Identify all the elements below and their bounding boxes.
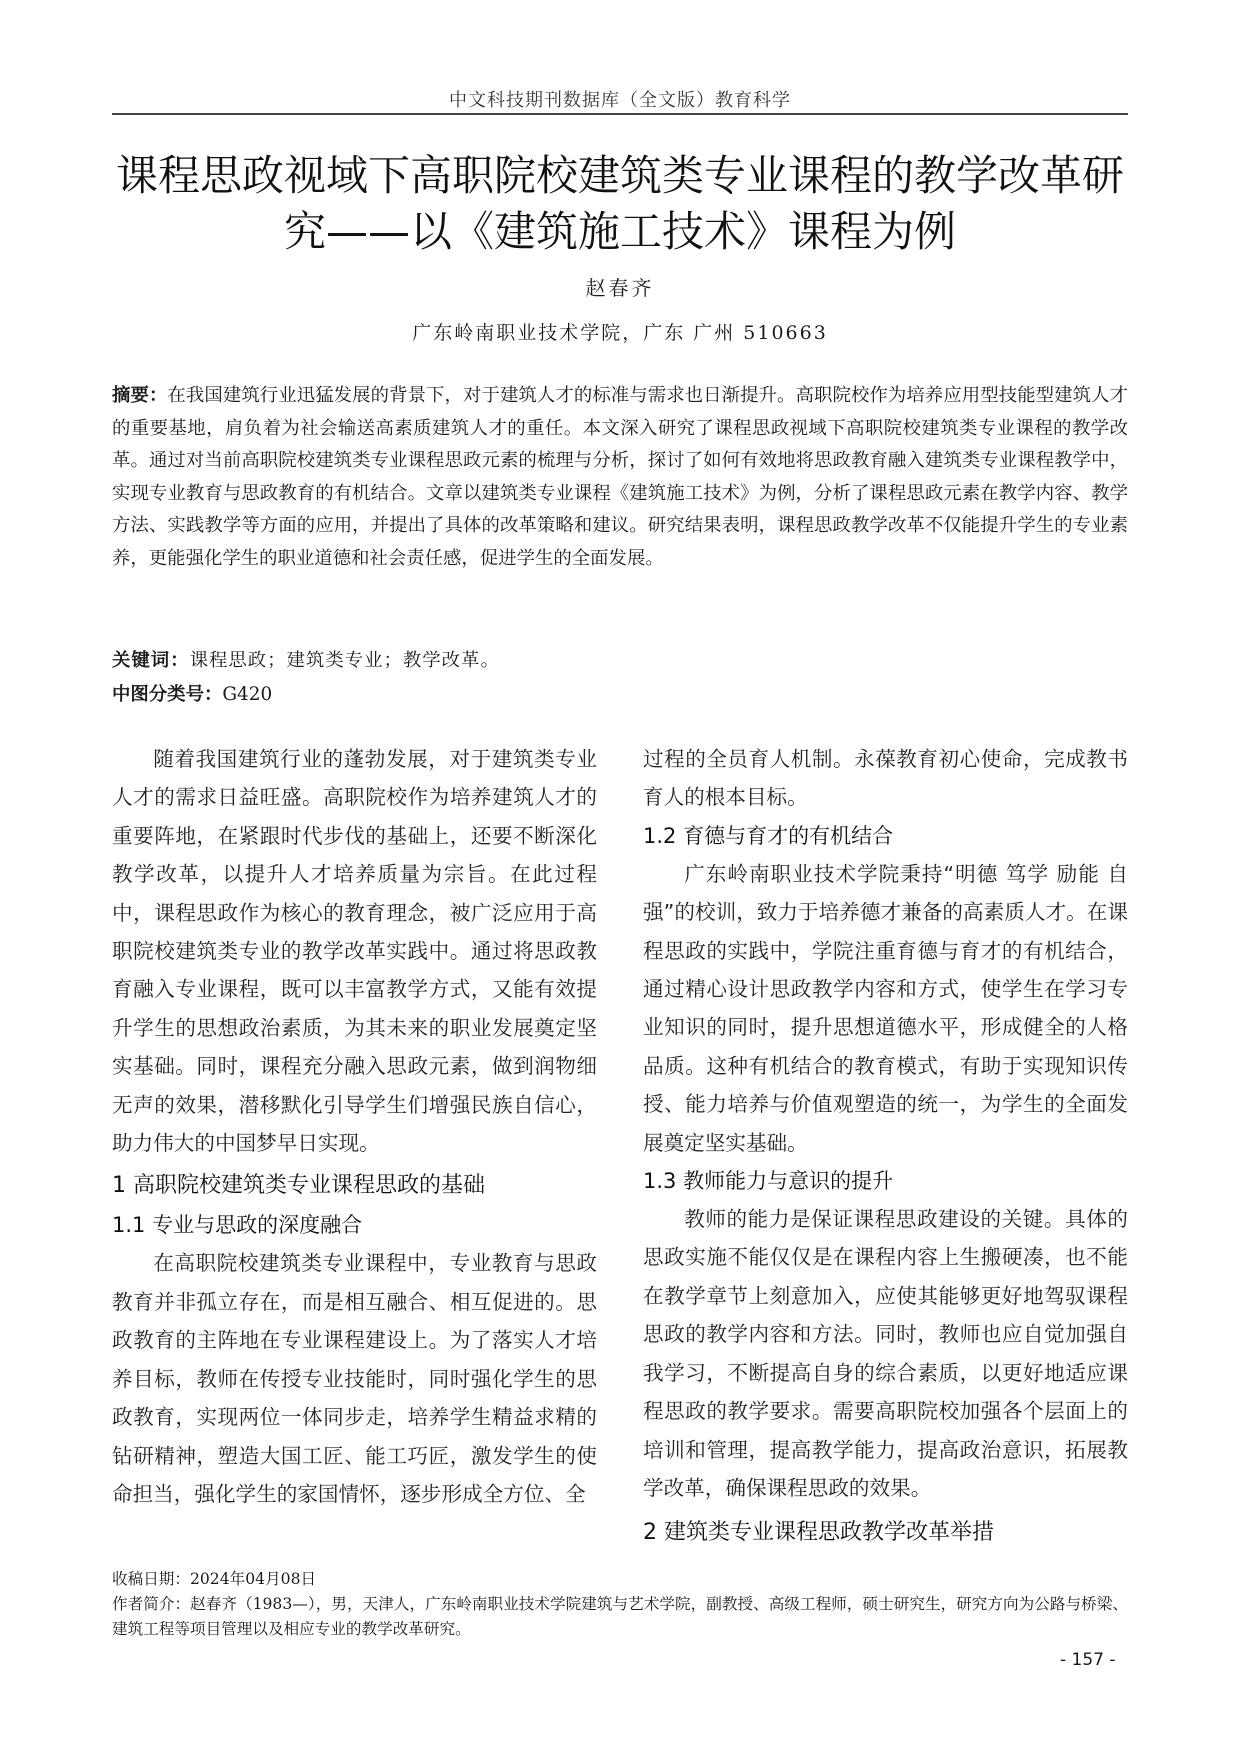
section-1-1-paragraph-continued: 过程的全员育人机制。永葆教育初心使命，完成教书育人的根本目标。 <box>643 747 1128 810</box>
received-date: 收稿日期：2024年04月08日 <box>112 1570 317 1588</box>
section-1-3-paragraph: 教师的能力是保证课程思政建设的关键。具体的思政实施不能仅仅是在课程内容上生搬硬凑，也不能在教学章节上刻意加入，应使其能够更好地驾驭课程思政的教学内容和方法。同时，教师也应自觉加强自我学习，不断提高自身的综合素质，以更好地适应课程思政的教学要求。需要高职院校加强各个层面上的培训和管理，提高教学能力，提高政治意识，拓展教学改革，确保课程思政的效果。 <box>643 1207 1128 1500</box>
abstract-label: 摘要： <box>112 385 168 406</box>
running-head: 中文科技期刊数据库（全文版）教育科学 <box>449 90 791 111</box>
author-name: 赵春齐 <box>585 276 655 300</box>
section-1-2-paragraph: 广东岭南职业技术学院秉持“明德 笃学 励能 自强”的校训，致力于培养德才兼备的高素质人才。在课程思政的实践中，学院注重育德与育才的有机结合，通过精心设计思政教学内容和方式，使学生在学习专业知识的同时，提升思想道德水平，形成健全的人格品质。这种有机结合的教育模式，有助于实现知识传授、能力培养与价值观塑造的统一，为学生的全面发展奠定坚实基础。 <box>643 861 1128 1155</box>
section-1-3-heading: 1.3 教师能力与意识的提升 <box>643 1169 894 1194</box>
section-1-heading: 1 高职院校建筑类专业课程思政的基础 <box>112 1173 485 1199</box>
footnotes <box>112 1567 1128 1642</box>
clc-label: 中图分类号： <box>112 684 223 705</box>
keywords-text: 课程思政；建筑类专业；教学改革。 <box>189 650 500 671</box>
section-1-1-paragraph: 在高职院校建筑类专业课程中，专业教育与思政教育并非孤立存在，而是相互融合、相互促进的。思政教育的主阵地在专业课程建设上。为了落实人才培养目标，教师在传授专业技能时，同时强化学生的思政教育，实现两位一体同步走，培养学生精益求精的钻研精神，塑造大国工匠、能工巧匠，激发学生的使命担当，强化学生的家国情怀，逐步形成全方位、全 <box>112 1251 597 1506</box>
section-1-2-heading: 1.2 育德与育才的有机结合 <box>643 823 894 848</box>
article-title: 课程思政视域下高职院校建筑类专业课程的教学改革研究——以《建筑施工技术》课程为例 <box>115 151 1124 256</box>
section-2-heading: 2 建筑类专业课程思政教学改革举措 <box>643 1520 994 1546</box>
page-number: - 157 - <box>1060 1650 1116 1670</box>
header-rule <box>112 113 1128 115</box>
abstract <box>112 380 1128 575</box>
author-affiliation: 广东岭南职业技术学院，广东 广州 510663 <box>412 322 828 344</box>
intro-paragraph: 随着我国建筑行业的蓬勃发展，对于建筑类专业人才的需求日益旺盛。高职院校作为培养建筑人才的重要阵地，在紧跟时代步伐的基础上，还要不断深化教学改革，以提升人才培养质量为宗旨。在此过程中，课程思政作为核心的教育理念，被广泛应用于高职院校建筑类专业的教学改革实践中。通过将思政教育融入专业课程，既可以丰富教学方式，又能有效提升学生的思想政治素质，为其未来的职业发展奠定坚实基础。同时，课程充分融入思政元素，做到润物细无声的效果，潜移默化引导学生们增强民族自信心，助力伟大的中国梦早日实现。 <box>112 747 597 1156</box>
body-column-left <box>112 740 597 1513</box>
author-bio: 作者简介：赵春齐（1983—），男，天津人，广东岭南职业技术学院建筑与艺术学院，副教授、高级工程师，硕士研究生，研究方向为公路与桥梁、建筑工程等项目管理以及相应专业的教学改革研究。 <box>112 1595 1128 1638</box>
keywords-label: 关键词： <box>112 650 190 671</box>
section-1-1-heading: 1.1 专业与思政的深度融合 <box>112 1213 363 1238</box>
keywords <box>112 646 500 672</box>
body-column-right <box>643 740 1128 1553</box>
clc-number <box>112 680 272 706</box>
abstract-text: 在我国建筑行业迅猛发展的背景下，对于建筑人才的标准与需求也日渐提升。高职院校作为培养应用型技能型建筑人才的重要基地，肩负着为社会输送高素质建筑人才的重任。本文深入研究了课程思政视域下高职院校建筑类专业课程的教学改革。通过对当前高职院校建筑类专业课程思政元素的梳理与分析，探讨了如何有效地将思政教育融入建筑类专业课程教学中，实现专业教育与思政教育的有机结合。文章以建筑类专业课程《建筑施工技术》为例，分析了课程思政元素在教学内容、教学方法、实践教学等方面的应用，并提出了具体的改革策略和建议。研究结果表明，课程思政教学改革不仅能提升学生的专业素养，更能强化学生的职业道德和社会责任感，促进学生的全面发展。 <box>112 385 1128 569</box>
clc-text: G420 <box>222 684 273 705</box>
